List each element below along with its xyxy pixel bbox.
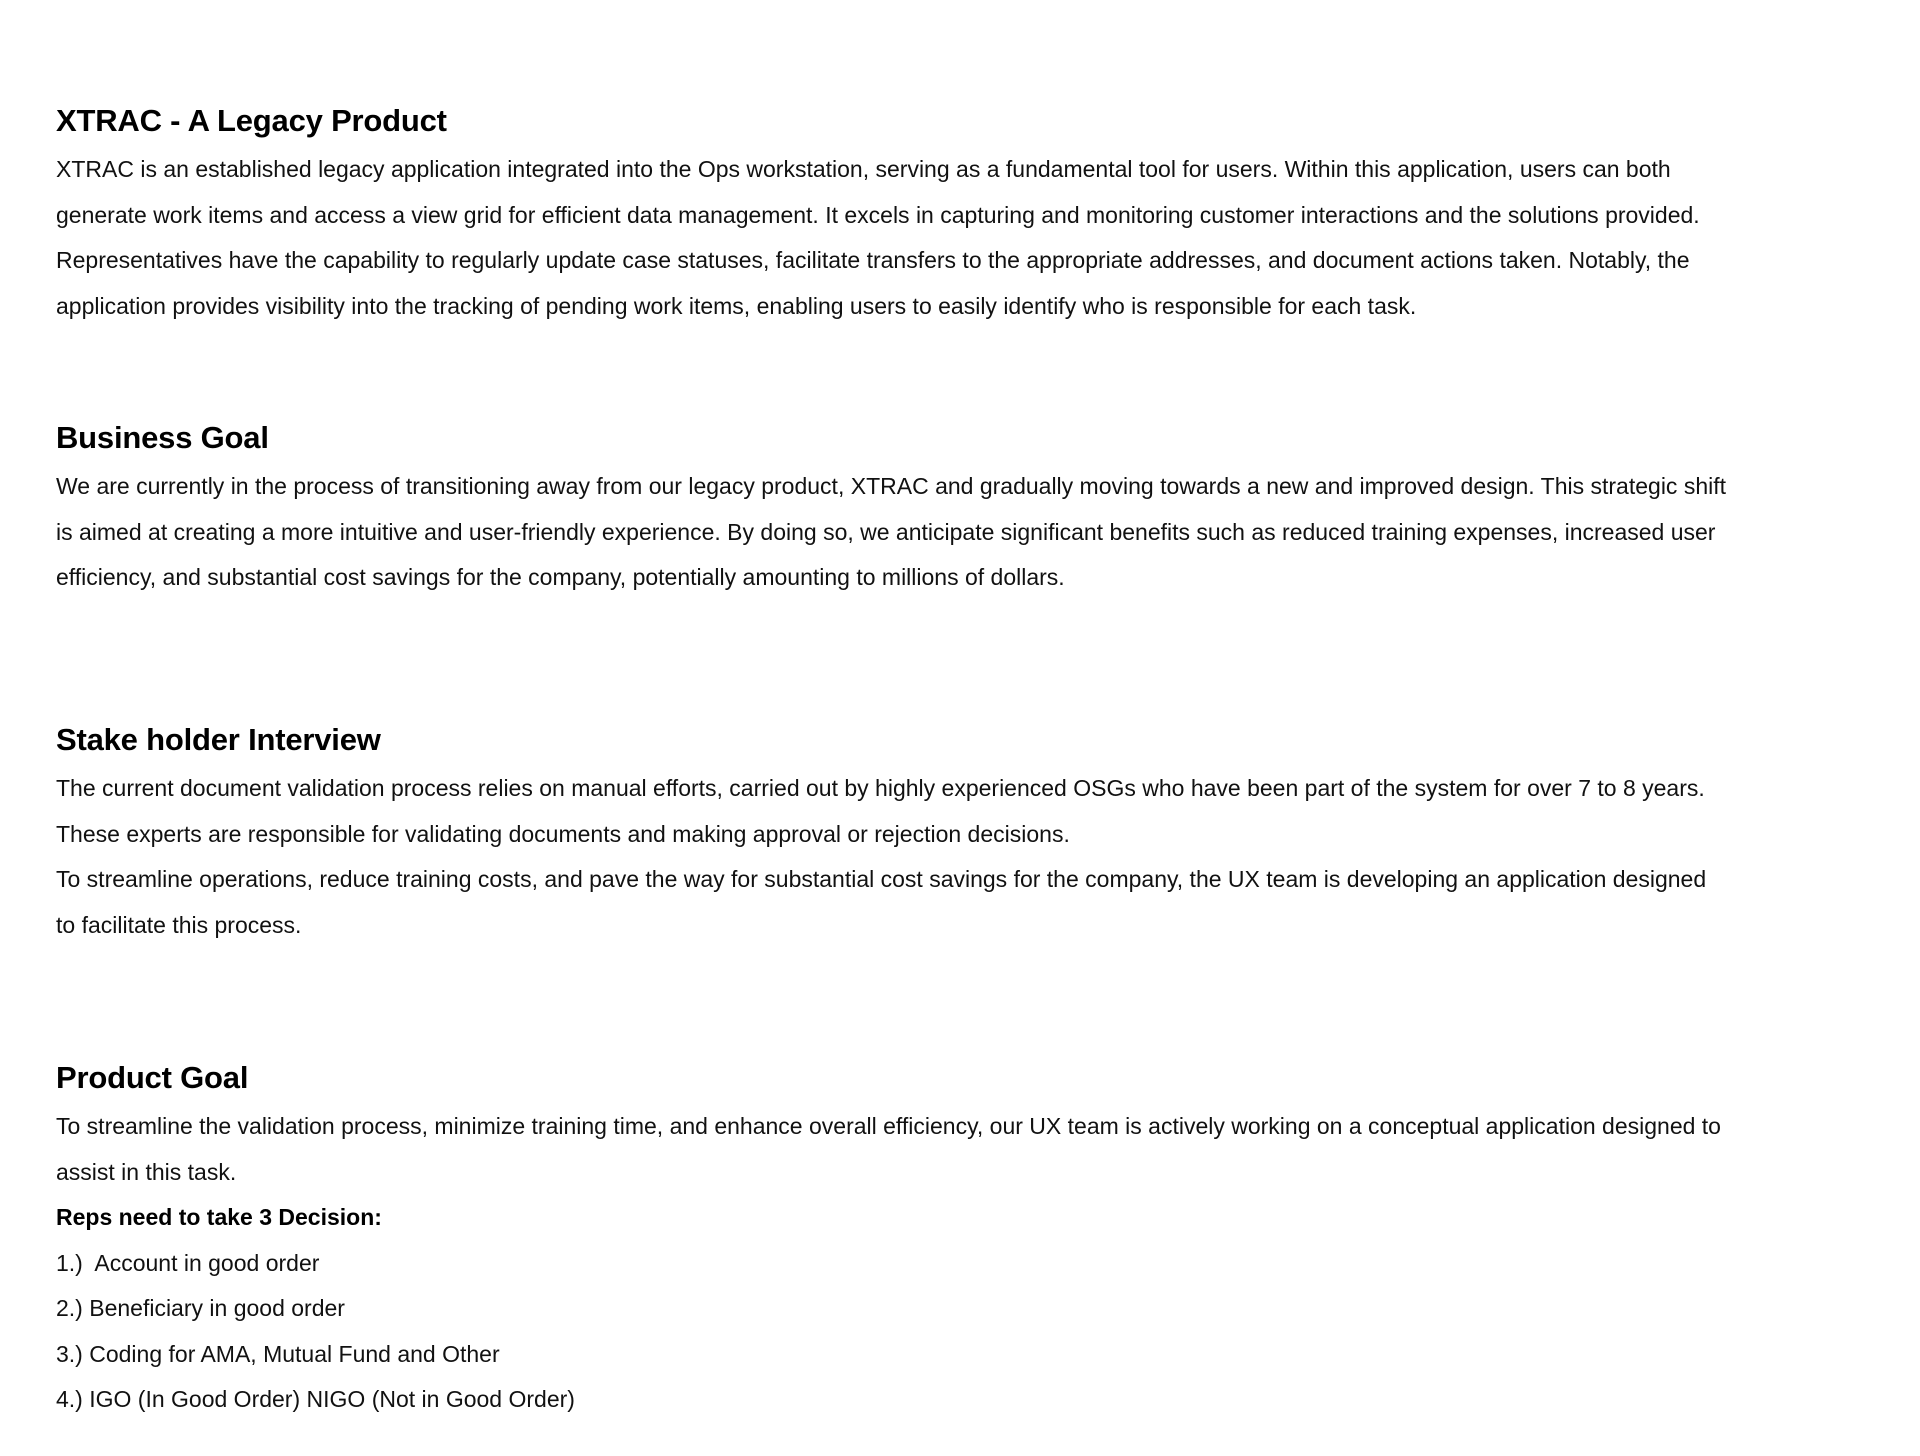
- xtrac-line-4: application provides visibility into the tracking of pending work items, enabling users to easily identify who is responsible for each task.: [56, 292, 1417, 319]
- business-line-1: We are currently in the process of transitioning away from our legacy product, XTRAC and gradually moving towards a new and improved design. This strategic shift: [56, 473, 1727, 499]
- decision-list: [56, 1241, 1836, 1423]
- section-title-product-goal: Product Goal: [56, 1060, 249, 1095]
- xtrac-line-3: Representatives have the capability to regularly update case statuses, facilitate transfers to the appropriate addresses, and document actions taken. Notably, the: [56, 247, 1690, 273]
- section-product-goal: [56, 1058, 1836, 1423]
- decision-item-1: 1.) Account in good order: [56, 1249, 320, 1276]
- section-stakeholder-interview: [56, 720, 1836, 948]
- product-line-2: assist in this task.: [56, 1158, 237, 1185]
- business-line-2: is aimed at creating a more intuitive and user-friendly experience. By doing so, we anticipate significant benefits such as reduced training expenses, increased user: [56, 518, 1716, 545]
- section-xtrac: [56, 101, 1836, 329]
- xtrac-line-2: generate work items and access a view grid for efficient data management. It excels in capturing and monitoring customer interactions and the solutions provided.: [56, 201, 1700, 228]
- decision-item-2: 2.) Beneficiary in good order: [56, 1295, 345, 1321]
- stakeholder-line-4: to facilitate this process.: [56, 911, 302, 938]
- product-line-1: To streamline the validation process, minimize training time, and enhance overall efficiency, our UX team is actively working on a conceptual application designed to: [56, 1113, 1721, 1139]
- section-title-business-goal: Business Goal: [56, 420, 269, 455]
- xtrac-line-1: XTRAC is an established legacy application integrated into the Ops workstation, serving as a fundamental tool for users. Within this application, users can both: [56, 156, 1671, 182]
- decision-label: Reps need to take 3 Decision:: [56, 1204, 382, 1230]
- decision-item-3: 3.) Coding for AMA, Mutual Fund and Other: [56, 1340, 500, 1367]
- decision-item-4: 4.) IGO (In Good Order) NIGO (Not in Good Order): [56, 1386, 575, 1412]
- stakeholder-line-3: To streamline operations, reduce training costs, and pave the way for substantial cost savings for the company, the UX team is developing an application designed: [56, 866, 1707, 892]
- section-title-stakeholder-interview: Stake holder Interview: [56, 722, 381, 757]
- stakeholder-line-2: These experts are responsible for validating documents and making approval or rejection decisions.: [56, 820, 1070, 847]
- stakeholder-line-1: The current document validation process relies on manual efforts, carried out by highly experienced OSGs who have been part of the system for over 7 to 8 years.: [56, 775, 1705, 801]
- business-line-3: efficiency, and substantial cost savings for the company, potentially amounting to millions of dollars.: [56, 564, 1065, 590]
- section-business-goal: [56, 418, 1836, 601]
- section-title-xtrac: XTRAC - A Legacy Product: [56, 103, 447, 138]
